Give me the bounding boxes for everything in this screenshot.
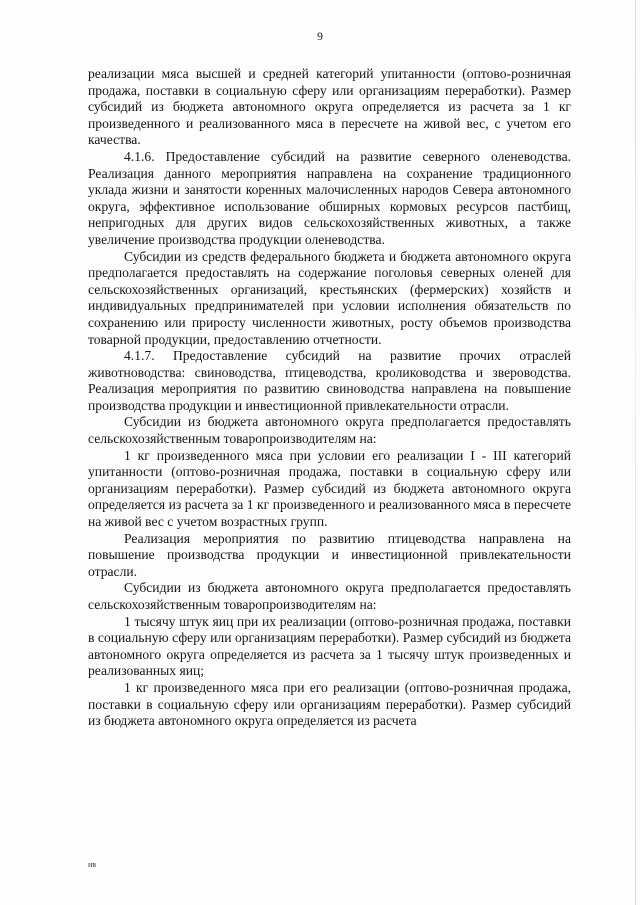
paragraph-reindeer-section: 4.1.6. Предоставление субсидий на развитие северного оленеводства. Реализация данного мероприятия направлена на сохранение традиционного уклада жизни и занятости коренных малочисленных народов Севера автономного округа, эффективное использование обширных кормовых ресурсов пастбищ, непригодных для других видов сельскохозяйственных животных, а также увеличение производства продукции оленеводства. — [88, 148, 571, 247]
page-number: 9 — [317, 29, 323, 43]
paragraph-eggs-subsidy: 1 тысячу штук яиц при их реализации (оптово-розничная продажа, поставки в социальную сферу или организациям переработки). Размер субсидий из бюджета автономного округа определяется из расчета за 1 тысячу штук произведенных и реализованных яиц; — [88, 613, 571, 679]
scan-edge-line — [635, 0, 636, 905]
paragraph-pig-subsidies-intro: Субсидии из бюджета автономного округа предполагается предоставлять сельскохозяйственным товаропроизводителям на: — [88, 414, 571, 447]
paragraph-poultry-meat-subsidy: 1 кг произведенного мяса при его реализации (оптово-розничная продажа, поставки в социальную сферу или организациям переработки). Размер субсидий из бюджета автономного округа определяется из расчета — [88, 679, 571, 729]
paragraph-poultry-subsidies-intro: Субсидии из бюджета автономного округа предполагается предоставлять сельскохозяйственным товаропроизводителям на: — [88, 580, 571, 612]
paragraph-meat-quality-continuation: реализации мяса высшей и средней категорий упитанности (оптово-розничная продажа, поставки в социальную сферу или организациям переработки). Размер субсидий из бюджета автономного округа определяется из расчета за 1 кг произведенного и реализованного мяса в пересчете на живой вес, с учетом его качества. — [88, 66, 571, 148]
paragraph-pig-meat-per-kg: 1 кг произведенного мяса при условии его реализации I - III категорий упитанности (оптово-розничная продажа, поставки в социальную сферу или организациям переработки). Размер субсидий из бюджета автономного округа определяется из расчета за 1 кг произведенного и реализованного мяса в пересчете на живой вес с учетом возрастных групп. — [88, 447, 571, 530]
paragraph-reindeer-subsidies: Субсидии из средств федерального бюджета и бюджета автономного округа предполагается предоставлять на содержание поголовья северных оленей для сельскохозяйственных организаций, крестьянских (фермерских) хозяйств и индивидуальных предпринимателей при условии исполнения обязательств по сохранению или приросту численности животных, росту объемов производства товарной продукции, предоставлению отчетности. — [88, 248, 571, 347]
body-text — [88, 66, 571, 730]
paragraph-poultry-intro: Реализация мероприятия по развитию птицеводства направлена на повышение производства продукции и инвестиционной привлекательности отрасли. — [88, 530, 571, 579]
paragraph-other-livestock-section: 4.1.7. Предоставление субсидий на развитие прочих отраслей животноводства: свиноводства, птицеводства, кролиководства и звероводства. Реализация мероприятия по развитию свиноводства направлена на повышение производства продукции и инвестиционной привлекательности отрасли. — [88, 348, 571, 413]
footer-initials: ив — [88, 860, 97, 869]
